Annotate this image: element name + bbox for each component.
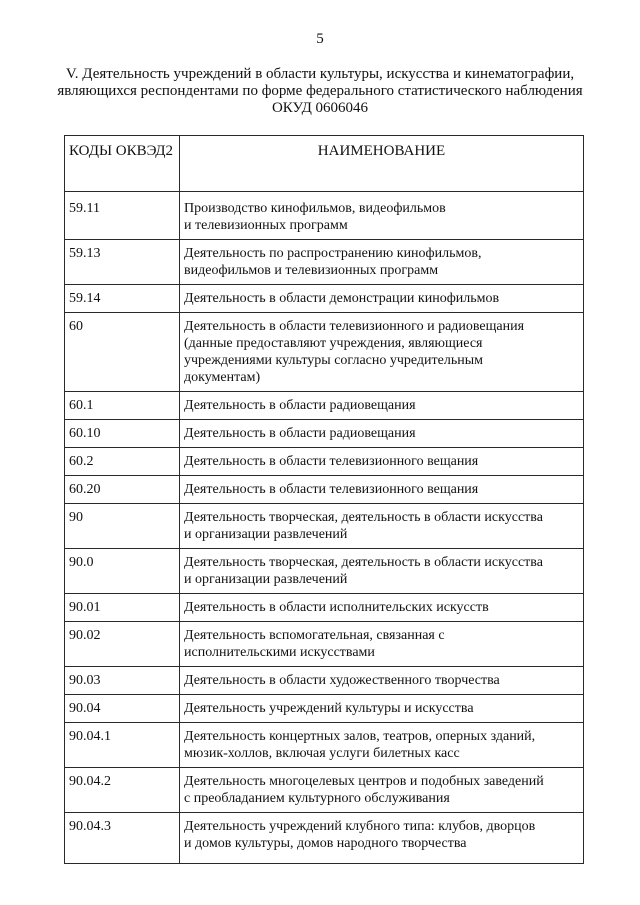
okved-code: 59.14 (65, 285, 180, 313)
okved-code: 60 (65, 313, 180, 392)
okved-code: 90.0 (65, 549, 180, 594)
activity-name (180, 448, 584, 476)
activity-name-line: Деятельность в области художественного творчества (184, 673, 500, 688)
table-row (65, 420, 584, 448)
table-body (65, 192, 584, 864)
table-header-row (65, 136, 584, 192)
activity-name (180, 622, 584, 667)
okved-code: 90.04 (65, 695, 180, 723)
activity-name-line: документам) (184, 370, 261, 385)
activity-name (180, 768, 584, 813)
table-row (65, 285, 584, 313)
table-row (65, 192, 584, 240)
activity-name-line: исполнительскими искусствами (184, 645, 375, 660)
table-row (65, 448, 584, 476)
activity-name-line: (данные предоставляют учреждения, являющиеся (184, 336, 483, 351)
activity-name (180, 313, 584, 392)
activity-name-line: учреждениями культуры согласно учредительным (184, 353, 484, 368)
table-row (65, 723, 584, 768)
activity-name-line: Деятельность учреждений клубного типа: клубов, дворцов (184, 819, 536, 834)
okved-code: 59.13 (65, 240, 180, 285)
activity-name-line: Деятельность в области телевизионного и радиовещания (184, 319, 525, 334)
okved-code: 60.20 (65, 476, 180, 504)
table-row (65, 667, 584, 695)
activity-name-line: с преобладанием культурного обслуживания (184, 791, 450, 806)
okved-code: 90.02 (65, 622, 180, 667)
activity-name (180, 594, 584, 622)
activity-name-line: Деятельность многоцелевых центров и подобных заведений (184, 774, 544, 789)
activity-name-line: Деятельность творческая, деятельность в области искусства (184, 510, 543, 525)
activity-name (180, 240, 584, 285)
table-row (65, 594, 584, 622)
table-row (65, 240, 584, 285)
section-heading (40, 66, 600, 117)
okved-code: 90.04.1 (65, 723, 180, 768)
table-row (65, 313, 584, 392)
activity-name-line: видеофильмов и телевизионных программ (184, 263, 439, 278)
activity-name-line: и домов культуры, домов народного творчества (184, 836, 467, 851)
okved-code: 90 (65, 504, 180, 549)
table-row (65, 476, 584, 504)
activity-name (180, 504, 584, 549)
activity-name-line: Деятельность в области радиовещания (184, 398, 416, 413)
okved-code: 60.1 (65, 392, 180, 420)
activity-name-line: Деятельность вспомогательная, связанная с (184, 628, 445, 643)
okved-code: 90.03 (65, 667, 180, 695)
activity-name-line: Деятельность в области исполнительских искусств (184, 600, 489, 615)
activity-name (180, 695, 584, 723)
heading-line: являющихся респондентами по форме федерального статистического наблюдения (57, 83, 583, 99)
activity-name-line: Деятельность в области телевизионного вещания (184, 482, 479, 497)
table-row (65, 622, 584, 667)
okved-code: 90.04.3 (65, 813, 180, 864)
activity-name (180, 192, 584, 240)
table-row (65, 695, 584, 723)
activity-name (180, 285, 584, 313)
activity-name (180, 420, 584, 448)
activity-name-line: Деятельность в области демонстрации кинофильмов (184, 291, 500, 306)
activity-name-line: Деятельность в области радиовещания (184, 426, 416, 441)
heading-line: V. Деятельность учреждений в области культуры, искусства и кинематографии, (65, 66, 575, 82)
activity-name (180, 813, 584, 864)
activity-name-line: Деятельность концертных залов, театров, оперных зданий, (184, 729, 536, 744)
activity-name (180, 392, 584, 420)
table-row (65, 392, 584, 420)
header-codes: КОДЫ ОКВЭД2 (65, 136, 180, 192)
activity-name-line: и организации развлечений (184, 572, 348, 587)
okved-code: 90.01 (65, 594, 180, 622)
activity-name-line: и организации развлечений (184, 527, 348, 542)
activity-name (180, 476, 584, 504)
okved-code: 90.04.2 (65, 768, 180, 813)
activity-name-line: Деятельность учреждений культуры и искусства (184, 701, 474, 716)
activity-name-line: Производство кинофильмов, видеофильмов (184, 201, 446, 216)
table-row (65, 504, 584, 549)
header-name: НАИМЕНОВАНИЕ (180, 136, 584, 192)
activity-name-line: и телевизионных программ (184, 218, 348, 233)
heading-line: ОКУД 0606046 (271, 100, 369, 116)
activity-name (180, 723, 584, 768)
activity-name-line: мюзик-холлов, включая услуги билетных касс (184, 746, 460, 761)
table-row (65, 813, 584, 864)
activity-name (180, 667, 584, 695)
okved-code: 59.11 (65, 192, 180, 240)
activity-name-line: Деятельность в области телевизионного вещания (184, 454, 479, 469)
page-number: 5 (316, 31, 324, 47)
activity-name-line: Деятельность творческая, деятельность в области искусства (184, 555, 543, 570)
table-row (65, 768, 584, 813)
activity-name (180, 549, 584, 594)
table-row (65, 549, 584, 594)
activity-name-line: Деятельность по распространению кинофильмов, (184, 246, 482, 261)
okved-table (64, 135, 584, 864)
okved-code: 60.2 (65, 448, 180, 476)
okved-code: 60.10 (65, 420, 180, 448)
